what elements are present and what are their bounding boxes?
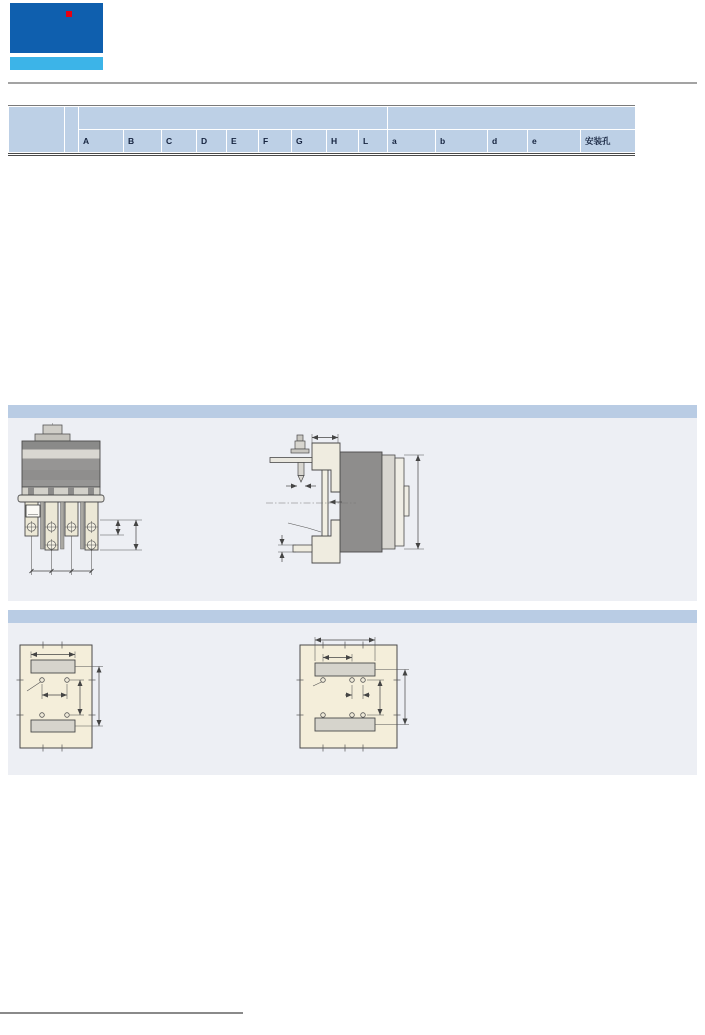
section2-caption-bar [8, 610, 697, 623]
col-header-poles [65, 107, 79, 153]
col-group-mount-dims [388, 107, 636, 130]
col-group-outline-dims [79, 107, 388, 130]
col-header-e: E [227, 130, 259, 153]
table-subheader-row [9, 130, 636, 153]
spec-table [8, 105, 635, 156]
col-header-d: D [197, 130, 227, 153]
table-group-header-row [9, 107, 636, 130]
col-header-g: G [292, 130, 327, 153]
footer [8, 1016, 18, 1034]
section2-caption [667, 611, 697, 621]
breaker-side-view-drawing [258, 424, 473, 596]
section1-caption-bar [8, 405, 697, 418]
section1-caption [667, 406, 697, 416]
breaker-front-view-drawing [12, 423, 212, 595]
three-pole-cutout-drawing [14, 632, 149, 773]
col-header-d: d [488, 130, 528, 153]
logo-subtitle [10, 57, 103, 70]
col-header-b: b [436, 130, 488, 153]
four-pole-cutout-drawing [292, 628, 427, 773]
col-header-mount-hole: 安装孔 [581, 130, 636, 153]
col-header-c: C [162, 130, 197, 153]
col-header-f: F [259, 130, 292, 153]
col-header-l: L [359, 130, 388, 153]
col-header-a: a [388, 130, 436, 153]
col-header-b: B [124, 130, 162, 153]
col-header-h: H [327, 130, 359, 153]
col-header-e: e [528, 130, 581, 153]
col-header-model [9, 107, 65, 153]
chint-logo [10, 3, 103, 53]
col-header-a: A [79, 130, 124, 153]
header-divider [8, 82, 697, 84]
footer-divider [0, 1012, 243, 1014]
logo-red-dot-icon [66, 11, 72, 17]
